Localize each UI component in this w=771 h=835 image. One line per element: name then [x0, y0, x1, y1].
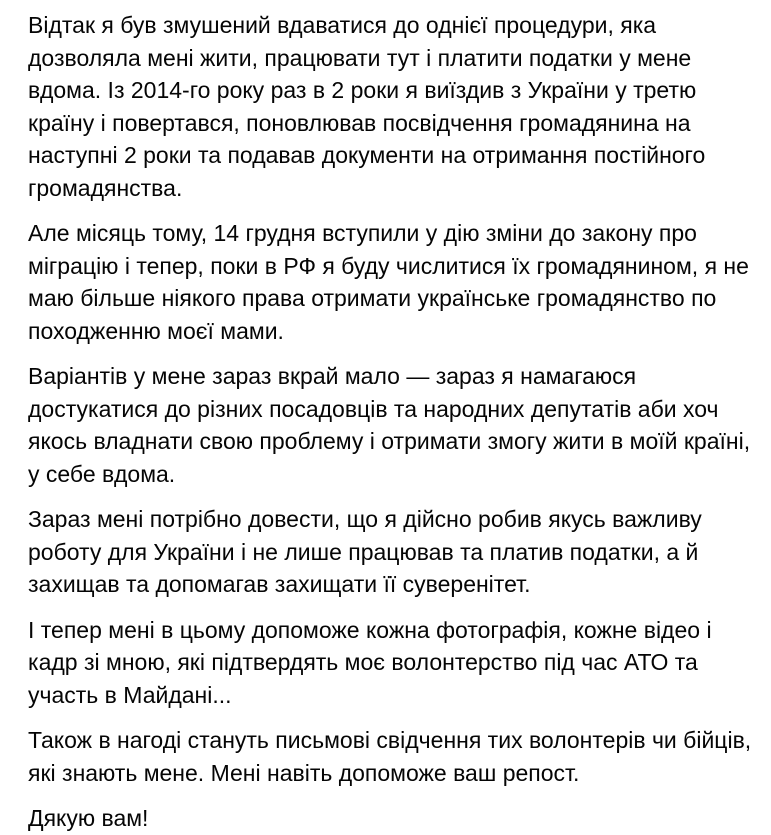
post-paragraph: І тепер мені в цьому допоможе кожна фотографія, кожне відео і кадр зі мною, які підтвердять моє волонтерство під час АТО та участь в Майдані... — [28, 616, 712, 708]
post-paragraph: Варіантів у мене зараз вкрай мало — зараз я намагаюся достукатися до різних посадовців та народних депутатів аби хоч якось владнати свою проблему і отримати змогу жити в моїй країні, у себе вдома. — [28, 363, 751, 487]
post-paragraph: Дякую вам! — [28, 805, 149, 831]
post-paragraph: Але місяць тому, 14 грудня вступили у дію зміни до закону про міграцію і тепер, поки в РФ я буду числитися їх громадянином, я не маю більше ніякого права отримати українське громадянство по походженню моєї мами. — [28, 220, 749, 344]
post-paragraph: Також в нагоді стануть письмові свідчення тих волонтерів чи бійців, які знають мене. Мені навіть допоможе ваш репост. — [28, 727, 752, 786]
post-paragraph: Відтак я був змушений вдаватися до однієї процедури, яка дозволяла мені жити, працювати тут і платити податки у мене вдома. Із 2014-го року раз в 2 роки я виїздив з України у третю країну і повертався, поновлював посвідчення громадянина на наступні 2 роки та подавав документи на отримання постійного громадянства. — [28, 12, 706, 201]
post-paragraph: Зараз мені потрібно довести, що я дійсно робив якусь важливу роботу для України і не лише працював та платив податки, а й захищав та допомагав захищати її суверенітет. — [28, 506, 702, 597]
